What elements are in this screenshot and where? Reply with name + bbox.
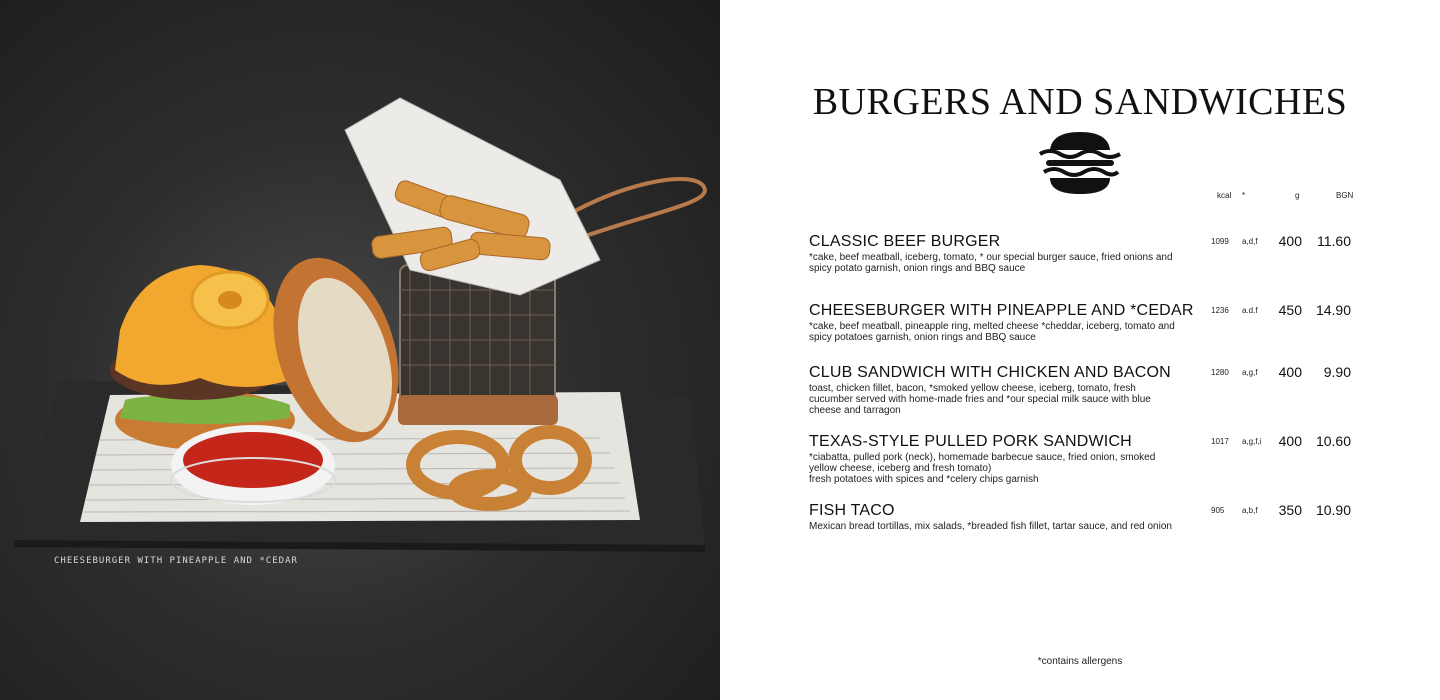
- item-description: *cake, beef meatball, pineapple ring, melted cheese *cheddar, iceberg, tomato and spicy potatoes garnish, onion rings and BBQ sauce: [809, 321, 1175, 343]
- item-price: 10.60: [1315, 433, 1351, 449]
- item-allergens: a,g,f: [1242, 368, 1258, 377]
- item-kcal: 1236: [1211, 306, 1229, 315]
- item-grams: 450: [1278, 302, 1302, 318]
- item-name: CLUB SANDWICH WITH CHICKEN AND BACON: [809, 364, 1171, 381]
- menu-title: BURGERS AND SANDWICHES: [812, 81, 1348, 123]
- item-price: 14.90: [1315, 302, 1351, 318]
- photo-caption: CHEESEBURGER WITH PINEAPPLE AND *CEDAR: [54, 556, 298, 566]
- item-grams: 400: [1278, 364, 1302, 380]
- item-allergens: a,g,f,i: [1242, 437, 1262, 446]
- column-header-allergens: *: [1242, 191, 1246, 200]
- item-description: *ciabatta, pulled pork (neck), homemade barbecue sauce, fried onion, smoked yellow cheese, iceberg and fresh tomato) fresh potatoes with spices and *celery chips garnish: [809, 452, 1156, 485]
- item-kcal: 1017: [1211, 437, 1229, 446]
- column-header-price: BGN: [1336, 191, 1354, 200]
- fries-basket: [345, 98, 705, 425]
- burger-icon: [1038, 130, 1122, 198]
- item-allergens: a.d.f: [1242, 306, 1258, 315]
- item-description: toast, chicken fillet, bacon, *smoked yellow cheese, iceberg, tomato, fresh cucumber served with home-made fries and *our special milk sauce with blue cheese and tarragon: [809, 383, 1151, 416]
- menu-item: [809, 233, 1369, 274]
- menu-item: [809, 364, 1369, 416]
- item-description: Mexican bread tortillas, mix salads, *breaded fish fillet, tartar sauce, and red onion: [809, 521, 1172, 532]
- item-kcal: 905: [1211, 506, 1225, 515]
- item-grams: 400: [1278, 433, 1302, 449]
- ketchup-dish: [171, 425, 335, 505]
- item-description: *cake, beef meatball, iceberg, tomato, * our special burger sauce, fried onions and spicy potato garnish, onion rings and BBQ sauce: [809, 252, 1173, 274]
- item-allergens: a,d,f: [1242, 237, 1258, 246]
- item-kcal: 1280: [1211, 368, 1229, 377]
- item-grams: 350: [1278, 502, 1302, 518]
- item-name: TEXAS-STYLE PULLED PORK SANDWICH: [809, 433, 1132, 450]
- item-allergens: a,b,f: [1242, 506, 1258, 515]
- menu-page: [720, 0, 1440, 700]
- allergen-footnote: *contains allergens: [1037, 656, 1123, 667]
- item-grams: 400: [1278, 233, 1302, 249]
- column-header-grams: g: [1295, 191, 1300, 200]
- menu-item: [809, 302, 1369, 343]
- item-price: 11.60: [1317, 233, 1351, 249]
- item-name: CLASSIC BEEF BURGER: [809, 233, 1001, 250]
- item-name: FISH TACO: [809, 502, 895, 519]
- item-price: 9.90: [1323, 364, 1351, 380]
- column-header-kcal: kcal: [1217, 191, 1232, 200]
- menu-item: [809, 433, 1369, 485]
- item-kcal: 1099: [1211, 237, 1229, 246]
- item-name: CHEESEBURGER WITH PINEAPPLE AND *CEDAR: [809, 302, 1194, 319]
- menu-item: [809, 502, 1369, 532]
- item-price: 10.90: [1315, 502, 1351, 518]
